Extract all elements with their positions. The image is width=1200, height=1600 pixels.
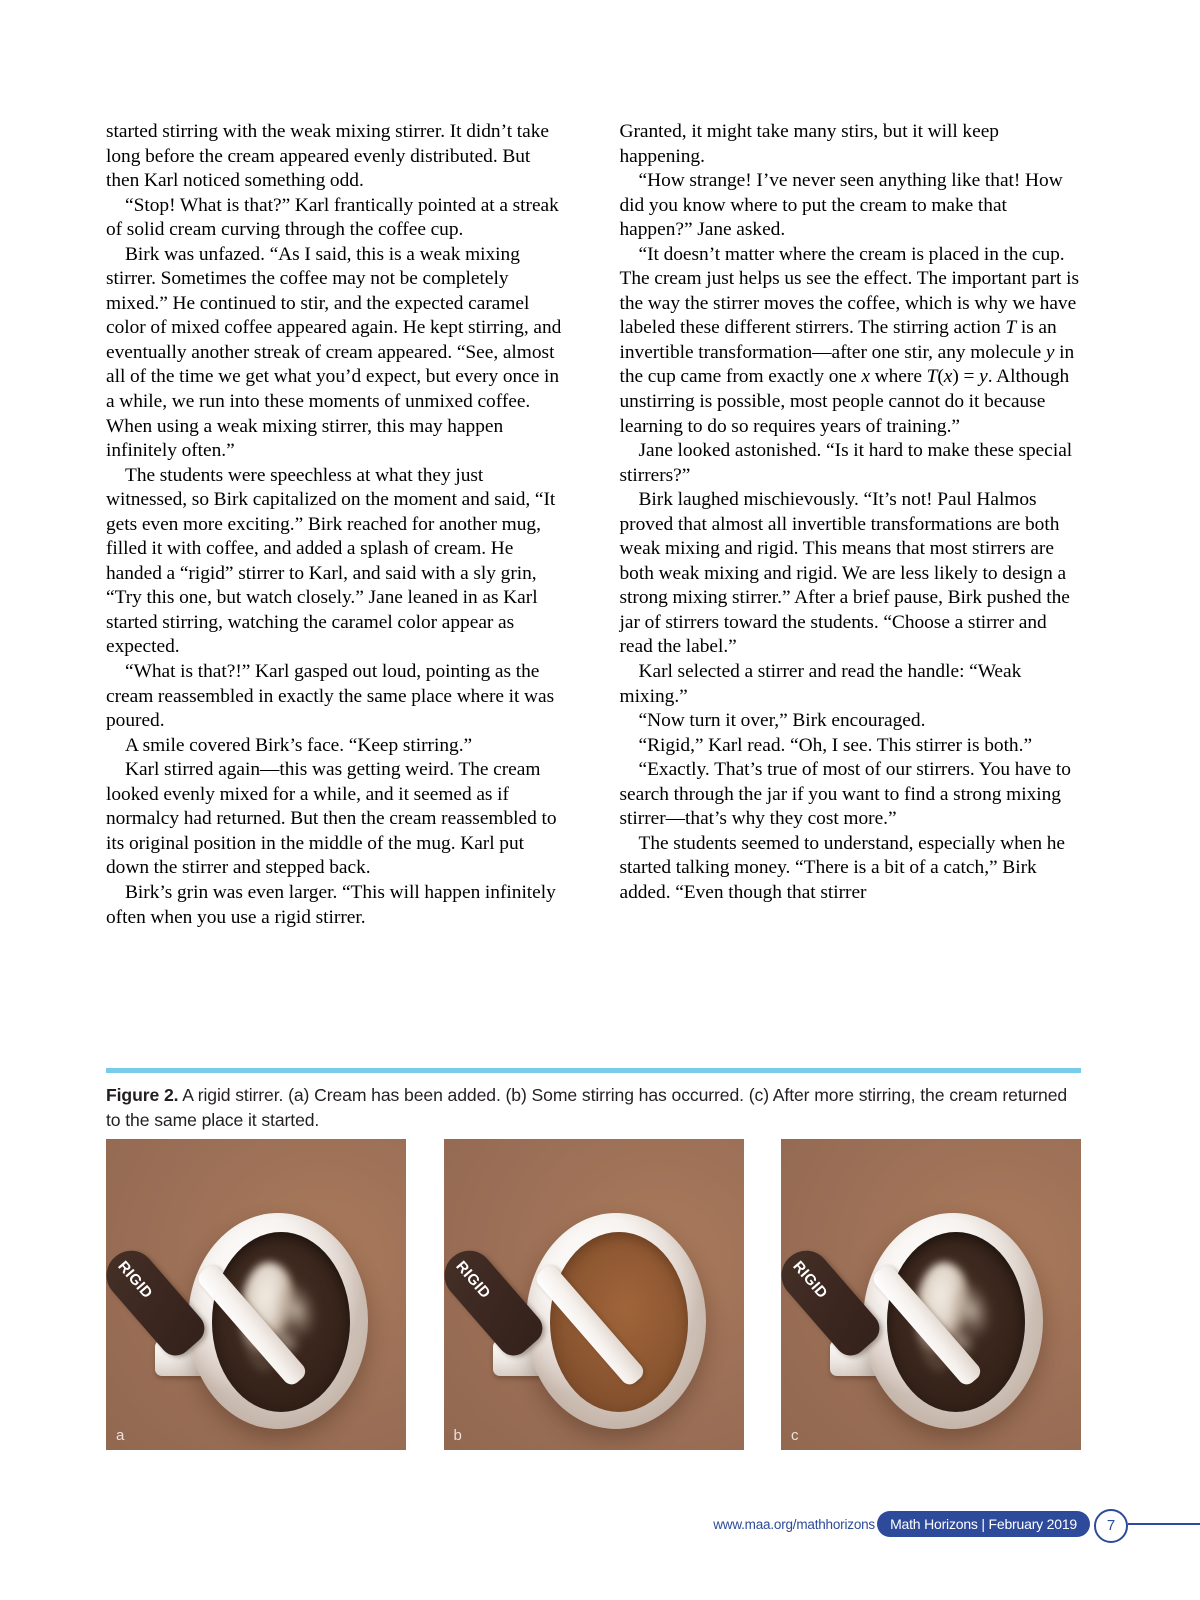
article-body [106,120,1081,930]
paragraph: The students were speechless at what they just witnessed, so Birk capitalized on the moment and said, “It gets even more exciting.” Birk reached for another mug, filled it with coffee, and added a splash of cream. He handed a “rigid” stirrer to Karl, and said with a sly grin, “Try this one, but watch closely.” Jane leaned in as Karl started stirring, watching the caramel color appear as expected. [106,464,556,658]
text-column-left [106,120,568,930]
text-column-right [620,120,1082,930]
panel-label-c: c [791,1427,799,1444]
paragraph: A smile covered Birk’s face. “Keep stirring.” [125,734,473,756]
figure-divider-rule [106,1068,1081,1073]
figure-panel-a [106,1139,406,1450]
stirrer-label: RIGID [451,1257,494,1303]
stirrer-label: RIGID [114,1257,156,1303]
footer-rule [1128,1523,1200,1525]
page-footer [0,1505,1200,1547]
paragraph: Karl selected a stirrer and read the handle: “Weak mixing.” [619,661,1022,707]
stirrer-label: RIGID [789,1257,831,1303]
figure-number-label: Figure 2. [106,1085,179,1105]
paragraph: “Rigid,” Karl read. “Oh, I see. This stirrer is both.” [638,734,1033,756]
coffee-mug-illustration [114,1204,368,1436]
panel-label-a: a [116,1427,125,1444]
paragraph: “What is that?!” Karl gasped out loud, pointing as the cream reassembled in exactly the same place where it was poured. [106,661,555,732]
coffee-surface [550,1232,688,1412]
coffee-mug-illustration [789,1204,1043,1436]
coffee-surface [212,1232,350,1412]
paragraph: Granted, it might take many stirs, but it will keep happening. [619,121,999,167]
panel-label-b: b [453,1427,462,1444]
cream-wisp-secondary [945,1328,975,1358]
paragraph: “Exactly. That’s true of most of our stirrers. You have to search through the jar if you want to find a strong mixing stirrer—that’s why they cost more.” [619,759,1071,830]
paragraph: “How strange! I’ve never seen anything like that! How did you know where to put the cream to make that happen?” Jane asked. [619,170,1063,241]
figure-caption [106,1083,1081,1133]
paragraph-with-math: “It doesn’t matter where the cream is placed in the cup. The cream just helps us see the effect. The important part is the way the stirrer moves the coffee, which is why we have labeled these different stirrers. The stirring action T is an invertible transformation—after one stir, any molecule y in the cup came from exactly one x where T(x) = y. Although unstirring is possible, most people cannot do it because learning to do so requires years of training.” [619,243,1079,437]
paragraph: Birk was unfazed. “As I said, this is a weak mixing stirrer. Sometimes the coffee may not be completely mixed.” He continued to stir, and the expected caramel color of mixed coffee appeared again. He kept stirring, and eventually another streak of cream appeared. “See, almost all of the time we get what you’d expect, but every once in a while, we run into these moments of unmixed coffee. When using a weak mixing stirrer, this may happen infinitely often.” [106,243,562,462]
figure-panel-group [106,1139,1081,1450]
paragraph: Birk laughed mischievously. “It’s not! Paul Halmos proved that almost all invertible transformations are both weak mixing and rigid. This means that most stirrers are both weak mixing and rigid. We are less likely to design a strong mixing stirrer.” After a brief pause, Birk pushed the jar of stirrers toward the students. “Choose a stirrer and read the label.” [619,489,1070,658]
figure-caption-text: A rigid stirrer. (a) Cream has been added. (b) Some stirring has occurred. (c) After more stirring, the cream returned to the same place it started. [106,1085,1068,1130]
coffee-surface [887,1232,1025,1412]
coffee-mug-illustration [451,1204,706,1436]
paragraph: Birk’s grin was even larger. “This will happen infinitely often when you use a rigid stirrer. [106,881,556,928]
paragraph: Karl stirred again—this was getting weird. The cream looked evenly mixed for a while, and it seemed as if normalcy had returned. But then the cream reassembled to its original position in the middle of the mug. Karl put down the stirrer and stepped back. [106,759,557,879]
page-number: 7 [1094,1509,1128,1543]
paragraph: started stirring with the weak mixing stirrer. It didn’t take long before the cream appeared evenly distributed. But then Karl noticed something odd. [106,121,549,192]
figure-panel-c [781,1139,1081,1450]
paragraph: Jane looked astonished. “Is it hard to make these special stirrers?” [619,440,1073,486]
paragraph: “Now turn it over,” Birk encouraged. [638,710,926,732]
footer-publication-badge: Math Horizons | February 2019 [877,1511,1090,1537]
cream-wisp-secondary [270,1328,300,1358]
footer-website-url[interactable]: www.maa.org/mathhorizons [713,1517,875,1532]
figure-panel-b [444,1139,744,1450]
paragraph: The students seemed to understand, especially when he started talking money. “There is a bit of a catch,” Birk added. “Even though that stirrer [619,832,1066,903]
paragraph: “Stop! What is that?” Karl frantically pointed at a streak of solid cream curving through the coffee cup. [106,194,559,241]
